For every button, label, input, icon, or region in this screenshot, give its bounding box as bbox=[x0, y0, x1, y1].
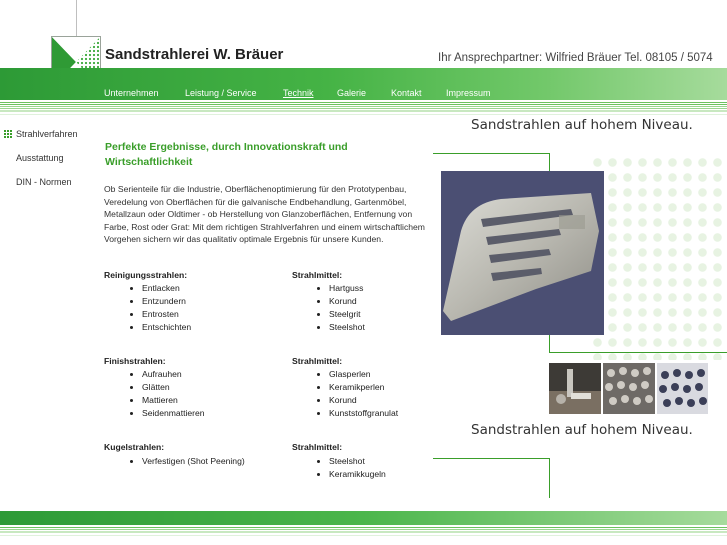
intro-paragraph: Ob Serienteile für die Industrie, Oberflächenoptimierung für den Prototypenbau, Veredelung von Oberflächen für die galvanische Endbehandlung, Gartenmöbel, Metallzaun oder Oldtimer - ob Herstellung von Glanzoberflächen, Entfernung von Farbe, Rost oder Grat: Mit dem richtigen Strahlverfahren und einem wirtschaftlichem Vorgehen sichern wir das qualitativ optimale Ergebnis für unsere Kunden. bbox=[104, 184, 425, 245]
thumbnail-image-parts bbox=[603, 363, 655, 414]
nav-kontakt[interactable]: Kontakt bbox=[391, 88, 422, 98]
sandblasted-part-image bbox=[441, 171, 604, 335]
list-item: Seidenmattieren bbox=[128, 407, 205, 420]
sidebar-item-ausstattung[interactable]: Ausstattung bbox=[16, 153, 64, 163]
green-rule bbox=[549, 352, 727, 353]
green-rule bbox=[549, 335, 550, 353]
footer-stripe bbox=[0, 527, 727, 528]
main-navigation bbox=[0, 68, 727, 100]
green-rule bbox=[549, 458, 550, 498]
footer-stripe bbox=[0, 531, 727, 533]
footer-stripe bbox=[0, 535, 727, 536]
list-item: Korund bbox=[315, 394, 398, 407]
dot-pattern-decoration bbox=[590, 155, 727, 360]
process-list bbox=[128, 368, 205, 420]
nav-leistung-service[interactable]: Leistung / Service bbox=[185, 88, 257, 98]
green-rule bbox=[549, 153, 550, 171]
list-item: Steelshot bbox=[315, 321, 365, 334]
list-item: Glätten bbox=[128, 381, 205, 394]
list-item: Entrosten bbox=[128, 308, 191, 321]
thumbnail-image-machine bbox=[549, 363, 601, 414]
process-list bbox=[128, 455, 245, 468]
page-heading: Perfekte Ergebnisse, durch Innovationskraft und Wirtschaftlichkeit bbox=[105, 141, 348, 168]
list-item: Hartguss bbox=[315, 282, 365, 295]
list-item: Entschichten bbox=[128, 321, 191, 334]
list-item: Korund bbox=[315, 295, 365, 308]
tagline-top: Sandstrahlen auf hohem Niveau. bbox=[471, 117, 693, 133]
gallery-thumbnail[interactable] bbox=[549, 363, 601, 414]
nav-technik[interactable]: Technik bbox=[283, 88, 314, 98]
list-item: Keramikkugeln bbox=[315, 468, 386, 481]
media-list bbox=[315, 455, 386, 481]
gallery-thumbnail[interactable] bbox=[657, 363, 708, 414]
sidebar-item-strahlverfahren[interactable]: Strahlverfahren bbox=[16, 129, 78, 139]
thumbnail-image-bolts bbox=[657, 363, 708, 414]
green-rule bbox=[433, 153, 550, 154]
list-item: Kunststoffgranulat bbox=[315, 407, 398, 420]
tagline-bottom: Sandstrahlen auf hohem Niveau. bbox=[471, 422, 693, 438]
media-title: Strahlmittel: bbox=[292, 442, 343, 452]
contact-info: Ihr Ansprechpartner: Wilfried Bräuer Tel. 08105 / 5074 bbox=[438, 52, 713, 64]
section-title-reinigungsstrahlen: Reinigungsstrahlen: bbox=[104, 270, 188, 280]
nav-stripe bbox=[0, 110, 727, 112]
section-title-kugelstrahlen: Kugelstrahlen: bbox=[104, 442, 165, 452]
green-rule bbox=[433, 458, 550, 459]
process-list bbox=[128, 282, 191, 334]
list-item: Entzundern bbox=[128, 295, 191, 308]
list-item: Entlacken bbox=[128, 282, 191, 295]
list-item: Steelshot bbox=[315, 455, 386, 468]
list-item: Aufrauhen bbox=[128, 368, 205, 381]
nav-stripe bbox=[0, 108, 727, 109]
nav-impressum[interactable]: Impressum bbox=[446, 88, 491, 98]
nav-stripe bbox=[0, 106, 727, 107]
footer-stripe bbox=[0, 529, 727, 530]
gallery-thumbnail[interactable] bbox=[603, 363, 655, 414]
list-item: Steelgrit bbox=[315, 308, 365, 321]
list-item: Keramikperlen bbox=[315, 381, 398, 394]
section-title-finishstrahlen: Finishstrahlen: bbox=[104, 356, 166, 366]
nav-galerie[interactable]: Galerie bbox=[337, 88, 367, 98]
footer-bar bbox=[0, 511, 727, 525]
nav-stripe bbox=[0, 114, 727, 115]
list-item: Glasperlen bbox=[315, 368, 398, 381]
media-title: Strahlmittel: bbox=[292, 270, 343, 280]
nav-stripe bbox=[0, 102, 727, 103]
nav-stripe bbox=[0, 104, 727, 105]
sidebar-item-din-normen[interactable]: DIN - Normen bbox=[16, 177, 72, 187]
grid-bullet-icon bbox=[4, 130, 12, 138]
media-list bbox=[315, 282, 365, 334]
media-list bbox=[315, 368, 398, 420]
list-item: Verfestigen (Shot Peening) bbox=[128, 455, 245, 468]
product-photo bbox=[441, 171, 604, 335]
media-title: Strahlmittel: bbox=[292, 356, 343, 366]
nav-unternehmen[interactable]: Unternehmen bbox=[104, 88, 159, 98]
list-item: Mattieren bbox=[128, 394, 205, 407]
brand-title: Sandstrahlerei W. Bräuer bbox=[105, 46, 284, 63]
